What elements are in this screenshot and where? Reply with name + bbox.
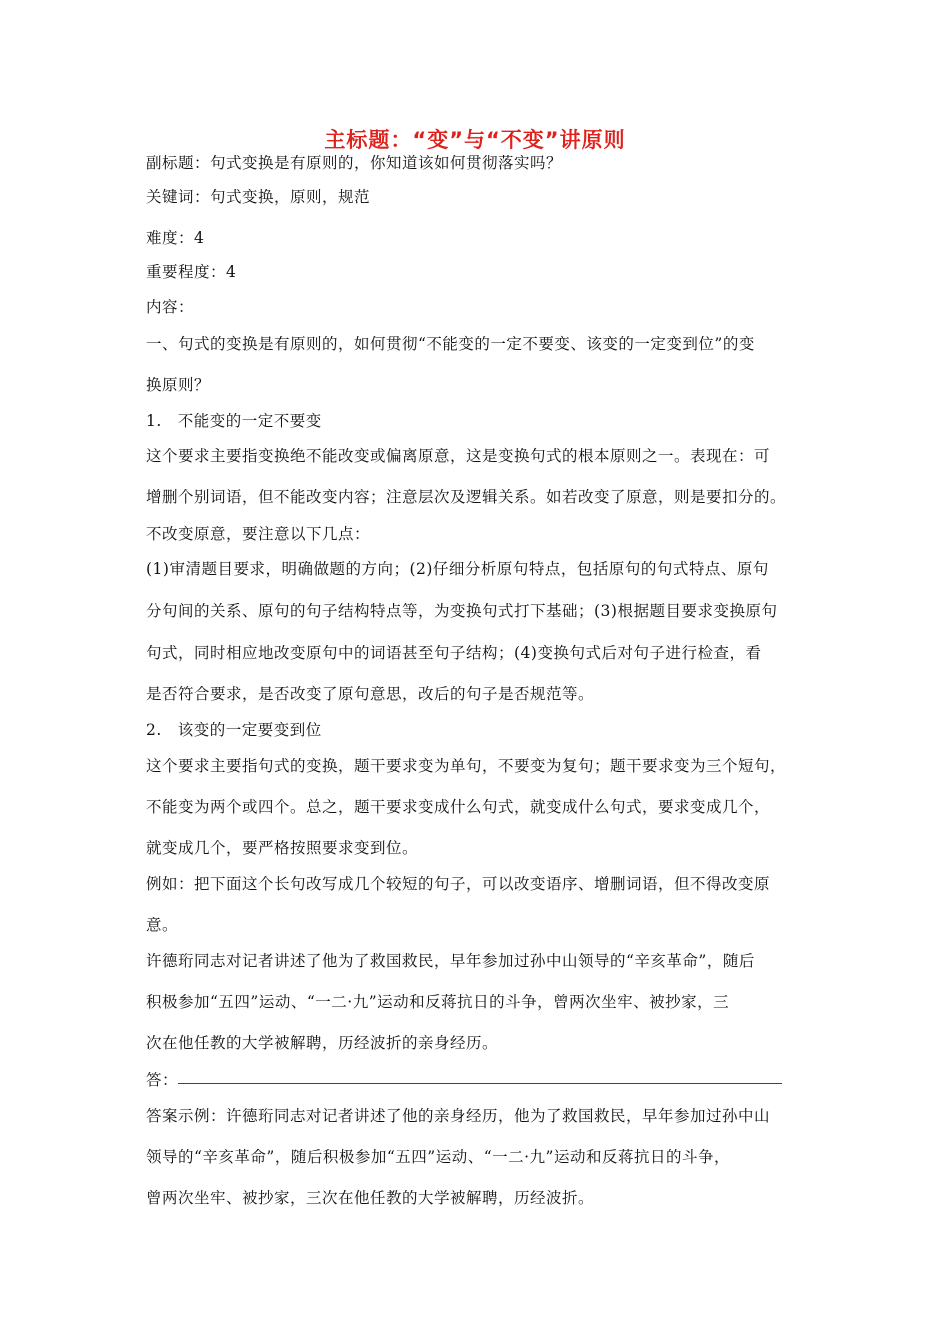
paragraph-line: 许德珩同志对记者讲述了他为了救国救民，早年参加过孙中山领导的“辛亥革命”，随后 (146, 952, 755, 970)
paragraph-line: (1)审清题目要求，明确做题的方向；(2)仔细分析原句特点，包括原句的句式特点、原句 (146, 560, 769, 578)
paragraph-line: 一、句式的变换是有原则的，如何贯彻“不能变的一定不要变、该变的一定变到位”的变 (146, 335, 755, 353)
paragraph-line: 积极参加“五四”运动、“一二·九”运动和反蒋抗日的斗争，曾两次坐牢、被抄家，三 (146, 993, 730, 1011)
paragraph-line: 意。 (146, 916, 179, 934)
subtitle: 副标题：句式变换是有原则的，你知道该如何贯彻落实吗？ (146, 154, 563, 172)
paragraph-line: 答案示例：许德珩同志对记者讲述了他的亲身经历，他为了救国救民，早年参加过孙中山 (146, 1107, 771, 1125)
difficulty: 难度：4 (146, 229, 205, 247)
section-heading: 1. 不能变的一定不要变 (146, 412, 322, 430)
paragraph-line: 分句间的关系、原句的句子结构特点等，为变换句式打下基础；(3)根据题目要求变换原句 (146, 602, 778, 620)
paragraph-line: 次在他任教的大学被解聘，历经波折的亲身经历。 (146, 1034, 499, 1052)
paragraph-line: 换原则？ (146, 376, 211, 394)
paragraph-line: 这个要求主要指句式的变换，题干要求变为单句，不要变为复句；题干要求变为三个短句， (146, 757, 787, 775)
main-title: 主标题：“变”与“不变”讲原则 (324, 128, 626, 152)
paragraph-line: 领导的“辛亥革命”，随后积极参加“五四”运动、“一二·九”运动和反蒋抗日的斗争， (146, 1148, 730, 1166)
paragraph-line: 曾两次坐牢、被抄家，三次在他任教的大学被解聘，历经波折。 (146, 1189, 595, 1207)
paragraph-line: 这个要求主要指变换绝不能改变或偏离原意，这是变换句式的根本原则之一。表现在：可 (146, 447, 771, 465)
importance: 重要程度：4 (146, 263, 237, 281)
paragraph-line: 就变成几个，要严格按照要求变到位。 (146, 839, 419, 857)
keywords: 关键词：句式变换，原则，规范 (146, 188, 371, 206)
content-label: 内容： (146, 298, 195, 316)
section-heading: 2. 该变的一定要变到位 (146, 721, 322, 739)
paragraph-line: 句式，同时相应地改变原句中的词语甚至句子结构；(4)变换句式后对句子进行检查，看 (146, 644, 762, 662)
answer-label: 答： (146, 1071, 179, 1089)
paragraph-line: 不能变为两个或四个。总之，题干要求变成什么句式，就变成什么句式，要求变成几个， (146, 798, 771, 816)
paragraph-line: 不改变原意，要注意以下几点： (146, 525, 371, 543)
paragraph-line: 是否符合要求，是否改变了原句意思，改后的句子是否规范等。 (146, 685, 595, 703)
paragraph-line: 增删个别词语，但不能改变内容；注意层次及逻辑关系。如若改变了原意，则是要扣分的。 (146, 488, 787, 506)
paragraph-line: 例如：把下面这个长句改写成几个较短的句子，可以改变语序、增删词语，但不得改变原 (146, 875, 771, 893)
answer-blank-line (178, 1083, 782, 1084)
